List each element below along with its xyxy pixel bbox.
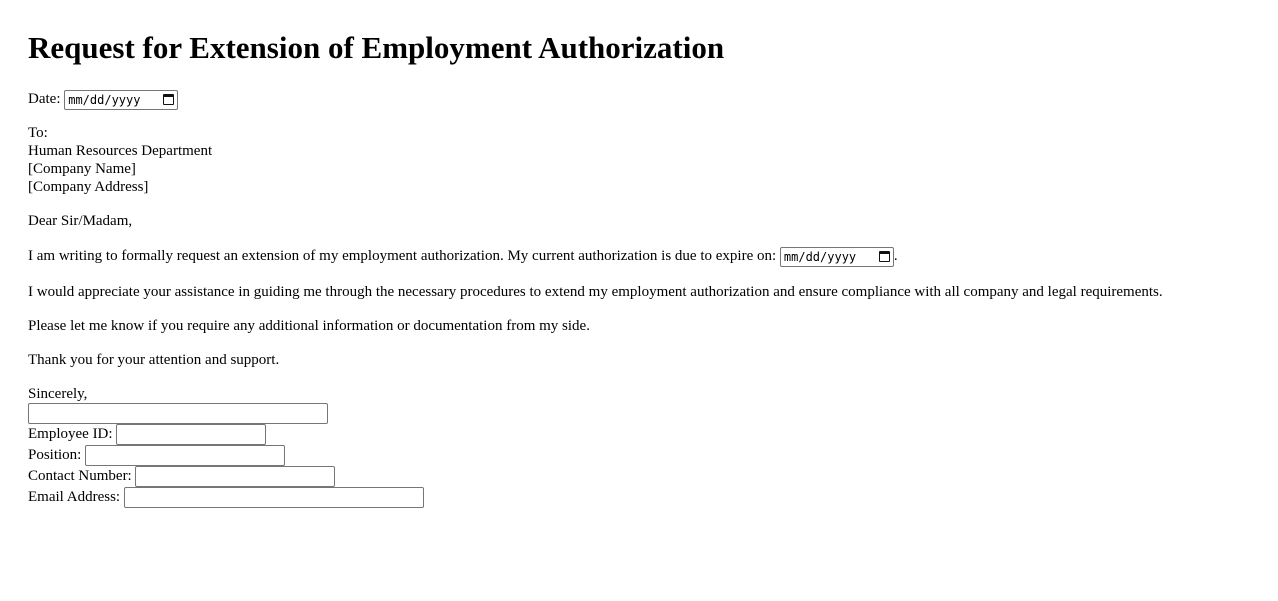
sign-off: Sincerely, [28, 386, 88, 402]
employee-id-row [28, 424, 1268, 445]
position-row [28, 445, 1268, 466]
email-address-input[interactable] [124, 487, 424, 508]
recipient-department: Human Resources Department [28, 143, 213, 159]
to-label: To: [28, 125, 48, 141]
date-placeholder: mm/dd/yyyy [68, 92, 141, 107]
email-address-row [28, 487, 1268, 508]
signature-name-input[interactable] [28, 403, 328, 424]
position-input[interactable] [85, 445, 285, 466]
date-input[interactable] [64, 90, 178, 110]
employee-id-label: Employee ID: [28, 426, 113, 442]
paragraph-expiry-end: . [893, 248, 898, 264]
recipient-block [28, 124, 1268, 196]
paragraph-thanks: Thank you for your attention and support. [28, 352, 280, 368]
recipient-company-name: [Company Name] [28, 161, 136, 177]
paragraph-expiry [28, 245, 1268, 267]
page-title: Request for Extension of Employment Authorization [28, 30, 725, 65]
contact-number-row [28, 466, 1268, 487]
contact-number-input[interactable] [135, 466, 335, 487]
letter-page [28, 0, 1268, 508]
calendar-icon[interactable] [163, 94, 174, 105]
expiry-date-input[interactable] [780, 247, 894, 267]
paragraph-assistance: I would appreciate your assistance in guiding me through the necessary procedures to extend my employment authorization and ensure compliance with all company and legal requirements. [28, 284, 1163, 300]
employee-id-input[interactable] [116, 424, 266, 445]
contact-number-label: Contact Number: [28, 468, 132, 484]
email-address-label: Email Address: [28, 489, 121, 505]
calendar-icon[interactable] [879, 251, 890, 262]
position-label: Position: [28, 447, 82, 463]
signature-row [28, 403, 1268, 424]
salutation: Dear Sir/Madam, [28, 213, 133, 229]
expiry-date-placeholder: mm/dd/yyyy [783, 249, 857, 264]
paragraph-expiry-text: I am writing to formally request an extension of my employment authorization. My current authorization is due to expire on: [28, 248, 777, 264]
closing-block [28, 385, 1268, 508]
date-row [28, 88, 1268, 110]
recipient-company-address: [Company Address] [28, 179, 149, 195]
date-label: Date: [28, 91, 61, 107]
paragraph-information: Please let me know if you require any additional information or documentation from my side. [28, 318, 590, 334]
